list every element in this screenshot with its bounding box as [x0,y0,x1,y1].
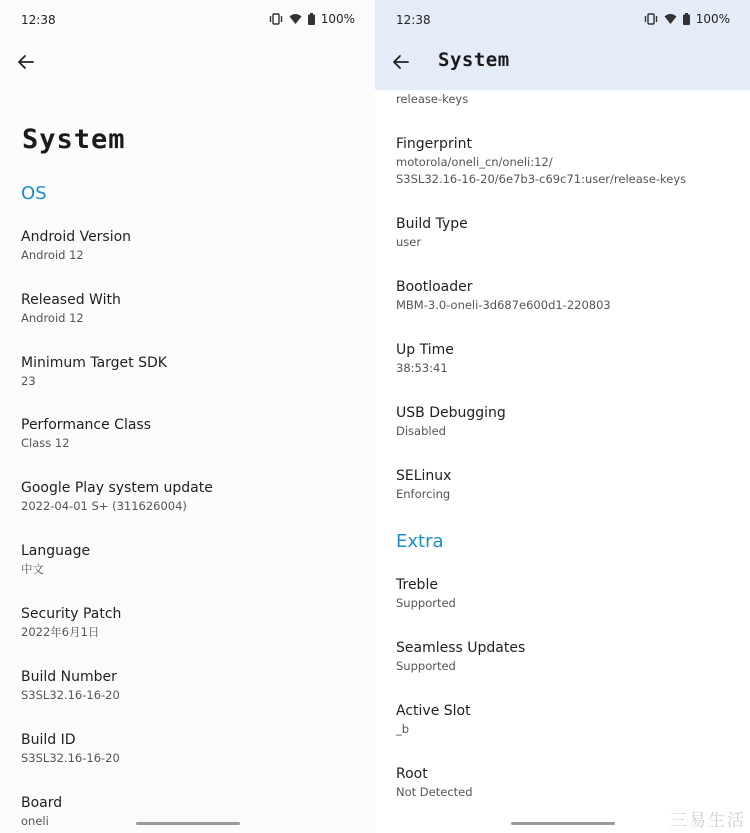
info-item-board[interactable] [21,794,62,830]
partial-item-value: release-keys [396,92,469,106]
item-value: 中文 [21,562,44,576]
item-value: _b [396,722,410,736]
item-label: Google Play system update [21,480,213,496]
item-value: 2022年6月1日 [21,625,100,639]
page-title: System [22,124,126,155]
battery-level: 100% [695,12,730,26]
item-value: S3SL32.16-16-20 [21,751,120,765]
info-item-build-id[interactable] [21,731,120,767]
back-button[interactable] [14,50,38,74]
info-item-fingerprint[interactable] [396,135,686,188]
item-label: Treble [396,577,438,593]
item-label: Build Type [396,216,468,232]
info-item-android-version[interactable] [21,228,131,264]
item-value: Android 12 [21,248,84,262]
info-item-security-patch[interactable] [21,605,121,641]
item-label: Build Number [21,669,117,685]
item-label: Up Time [396,342,454,358]
info-item-bootloader[interactable] [396,278,611,314]
info-item-seamless-updates[interactable] [396,639,525,675]
item-label: Build ID [21,732,76,748]
wifi-icon [664,13,677,25]
item-value: Disabled [396,424,446,438]
battery-icon [308,13,315,25]
item-value: 38:53:41 [396,361,448,375]
item-label: Root [396,766,428,782]
status-icons [644,12,730,26]
info-item-build-number[interactable] [21,668,120,704]
item-label: SELinux [396,468,452,484]
back-arrow-icon [14,50,38,74]
item-value: 23 [21,374,36,388]
info-item-build-type[interactable] [396,215,468,251]
section-title-extra: Extra [396,531,444,552]
item-label: Android Version [21,229,132,245]
right-screen [375,0,750,833]
item-label: Performance Class [21,417,151,433]
status-bar [0,0,375,40]
item-value: Supported [396,659,456,673]
item-label: Minimum Target SDK [21,355,167,371]
info-item-up-time[interactable] [396,341,454,377]
item-value: 2022-04-01 S+ (311626004) [21,499,187,513]
gesture-bar[interactable] [136,822,240,825]
info-item-play-system-update[interactable] [21,479,213,515]
item-label: Security Patch [21,606,122,622]
item-label: Board [21,795,63,811]
item-label: Fingerprint [396,136,472,152]
back-arrow-icon [389,50,413,74]
status-icons [269,12,355,26]
status-time: 12:38 [21,13,56,27]
info-item-root[interactable] [396,765,473,801]
info-item-treble[interactable] [396,576,456,612]
info-item-selinux[interactable] [396,467,451,503]
watermark: 三易生活 [670,811,746,831]
item-value: user [396,235,422,249]
item-value: MBM-3.0-oneli-3d687e600d1-220803 [396,298,611,312]
battery-icon [683,13,690,25]
item-label: Released With [21,292,121,308]
item-value: S3SL32.16-16-20 [21,688,120,702]
item-value: Supported [396,596,456,610]
info-item-active-slot[interactable] [396,702,471,738]
info-item-usb-debugging[interactable] [396,404,506,440]
item-value-line1: motorola/oneli_cn/oneli:12/ [396,155,553,169]
back-button[interactable] [389,50,413,74]
item-label: Active Slot [396,703,471,719]
item-label: Language [21,543,91,559]
vibrate-icon [644,13,658,25]
item-value-line2: S3SL32.16-16-20/6e7b3-c69c71:user/release-keys [396,172,687,186]
vibrate-icon [269,13,283,25]
item-value: Class 12 [21,436,70,450]
item-value: oneli [21,814,49,828]
info-item-language[interactable] [21,542,90,578]
status-time: 12:38 [396,13,431,27]
gesture-bar[interactable] [511,822,615,825]
info-item-performance-class[interactable] [21,416,151,452]
item-value: Enforcing [396,487,451,501]
info-item-min-target-sdk[interactable] [21,354,167,390]
wifi-icon [289,13,302,25]
item-label: USB Debugging [396,405,506,421]
item-label: Bootloader [396,279,473,295]
status-bar [375,0,750,40]
info-item-released-with[interactable] [21,291,121,327]
section-title-os: OS [21,183,47,204]
battery-level: 100% [320,12,355,26]
item-value: Not Detected [396,785,473,799]
item-value: Android 12 [21,311,84,325]
app-bar-title: System [438,49,510,71]
top-app-bar [375,0,750,90]
item-label: Seamless Updates [396,640,526,656]
